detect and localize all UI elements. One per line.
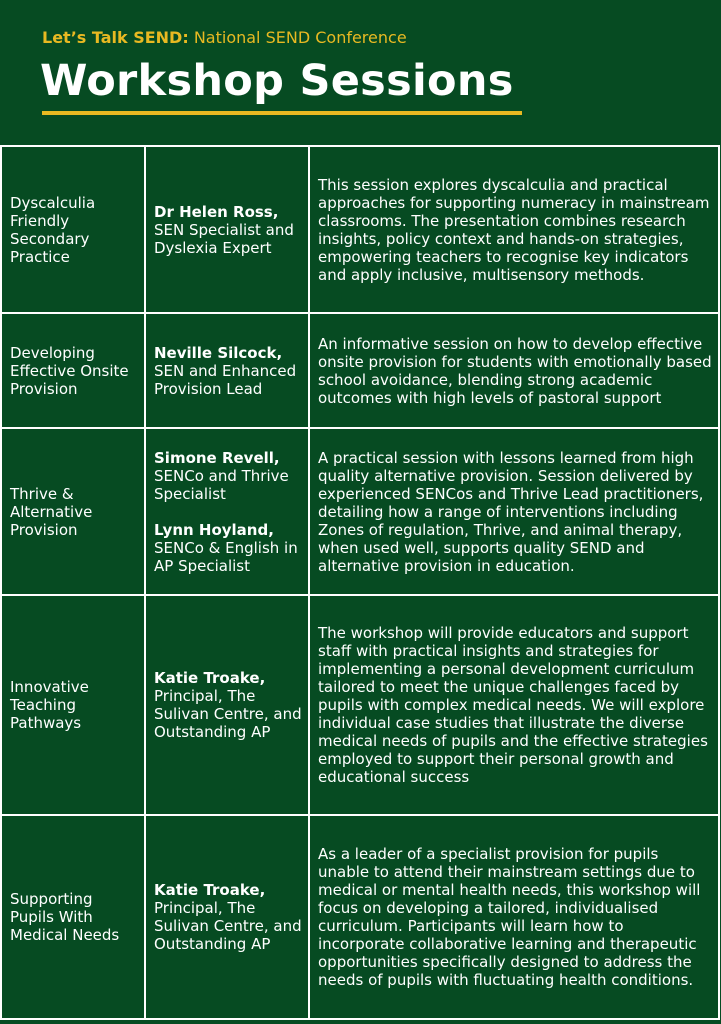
session-row-medical-needs (1, 815, 719, 1019)
page-header (0, 0, 721, 146)
speaker-role: Principal, The Sulivan Centre, and Outstanding AP (154, 899, 302, 953)
session-speakers (145, 815, 309, 1019)
session-speakers (145, 313, 309, 428)
session-description: The workshop will provide educators and support staff with practical insights and strategies for implementing a personal development curriculum tailored to meet the unique challenges faced by pupils with complex medical needs. We will explore individual case studies that illustrate the diverse medical needs of pupils and the effective strategies employed to support their personal growth and educational success (309, 595, 719, 815)
speaker (154, 881, 302, 953)
speaker-name: Katie Troake, (154, 669, 266, 687)
session-speakers (145, 595, 309, 815)
session-row-thrive (1, 428, 719, 595)
speaker-name: Katie Troake, (154, 881, 266, 899)
speaker-name: Neville Silcock, (154, 343, 283, 362)
speaker-role: SEN and Enhanced Provision Lead (154, 361, 297, 398)
session-description: This session explores dyscalculia and practical approaches for supporting numeracy in mainstream classrooms. The presentation combines research insights, policy context and hands-on strategies, empowering teachers to recognise key indicators and apply inclusive, multisensory methods. (309, 146, 719, 313)
session-description: As a leader of a specialist provision for pupils unable to attend their mainstream settings due to medical or mental health needs, this workshop will focus on developing a tailored, individualised curriculum. Participants will learn how to incorporate collaborative learning and therapeutic opportunities specifically designed to address the needs of pupils with fluctuating health conditions. (309, 815, 719, 1019)
speaker-role: Principal, The Sulivan Centre, and Outstanding AP (154, 687, 302, 741)
session-title: Thrive & Alternative Provision (1, 428, 145, 595)
session-speakers (145, 428, 309, 595)
speaker (154, 449, 302, 503)
event-subtitle (42, 28, 407, 47)
speaker-name: Lynn Hoyland, (154, 520, 274, 539)
session-row-dyscalculia (1, 146, 719, 313)
speaker-role: SENCo & English in AP Specialist (154, 538, 298, 575)
sessions-table (0, 145, 720, 1020)
session-description: An informative session on how to develop effective onsite provision for students with emotionally based school avoidance, blending strong academic outcomes with high levels of pastoral support (309, 313, 719, 428)
speaker (154, 203, 302, 257)
event-label: Let’s Talk SEND: (42, 28, 189, 47)
session-description: A practical session with lessons learned from high quality alternative provision. Session delivered by experienced SENCos and Thrive Lead practitioners, detailing how a range of interventions including Zones of regulation, Thrive, and animal therapy, when used well, supports quality SEND and alternative provision in education. (309, 428, 719, 595)
speaker (154, 669, 302, 741)
session-title: Developing Effective Onsite Provision (1, 313, 145, 428)
session-title: Dyscalculia Friendly Secondary Practice (1, 146, 145, 313)
speaker (154, 521, 302, 575)
event-name: National SEND Conference (193, 28, 407, 47)
session-title: Supporting Pupils With Medical Needs (1, 815, 145, 1019)
session-speakers (145, 146, 309, 313)
session-title: Innovative Teaching Pathways (1, 595, 145, 815)
speaker-name: Simone Revell, (154, 448, 280, 467)
page-title: Workshop Sessions (40, 56, 514, 106)
speaker (154, 344, 302, 398)
session-row-onsite-provision (1, 313, 719, 428)
title-underline (42, 111, 522, 115)
speaker-role: SENCo and Thrive Specialist (154, 466, 289, 503)
session-row-innovative-teaching (1, 595, 719, 815)
speaker-name: Dr Helen Ross, (154, 202, 279, 221)
speaker-role: SEN Specialist and Dyslexia Expert (154, 220, 294, 257)
